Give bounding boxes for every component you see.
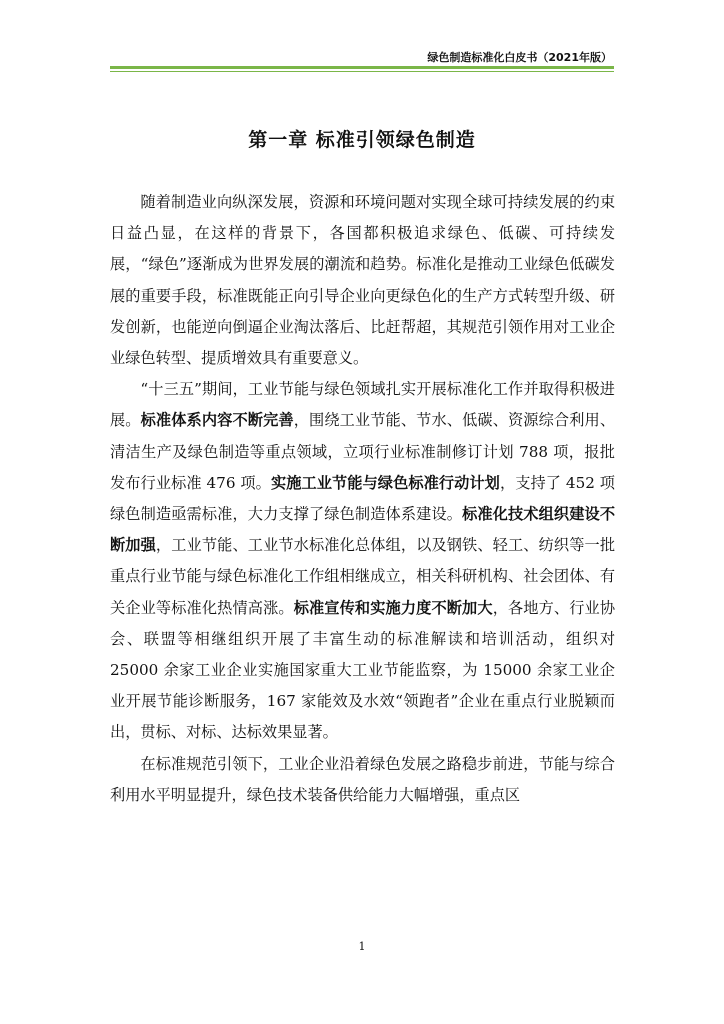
- chapter-title: 第一章 标准引领绿色制造: [248, 129, 476, 151]
- paragraph-2-bold-1: 标准体系内容不断完善: [140, 411, 294, 430]
- paragraph-2: [110, 374, 615, 748]
- body-text: [110, 187, 615, 811]
- paragraph-2-text-5: ，各地方、行业协会、联盟等相继组织开展了丰富生动的标准解读和培训活动，组织对 25000 余家工业企业实施国家重大工业节能监察，为 15000 余家工业企业开展节能诊断服务，167 家能效及水效“领跑者”企业在重点行业脱颖而出，贯标、对标、达标效果显著。: [110, 598, 616, 742]
- paragraph-2-bold-2: 实施工业节能与绿色标准行动计划: [270, 473, 500, 492]
- paragraph-3: 在标准规范引领下，工业企业沿着绿色发展之路稳步前进，节能与综合利用水平明显提升，绿色技术装备供给能力大幅增强，重点区: [110, 754, 615, 804]
- header-title: 绿色制造标准化白皮书（2021年版）: [427, 51, 612, 64]
- paragraph-1: 随着制造业向纵深发展，资源和环境问题对实现全球可持续发展的约束日益凸显，在这样的背景下，各国都积极追求绿色、低碳、可持续发展，“绿色”逐渐成为世界发展的潮流和趋势。标准化是推动工业绿色低碳发展的重要手段，标准既能正向引导企业向更绿色化的生产方式转型升级、研发创新，也能逆向倒逼企业淘汰落后、比赶帮超，其规范引领作用对工业企业绿色转型、提质增效具有重要意义。: [110, 193, 615, 368]
- paragraph-2-text-2: ，围绕工业节能、节水、低碳、资源综合利用、清洁生产及绿色制造等重点领域，立项行业标准制修订计划 788 项，报批发布行业标准 476 项。: [110, 411, 616, 492]
- header-rule-thin: [110, 71, 614, 72]
- header-rule-thick: [110, 66, 614, 69]
- paragraph-2-bold-4: 标准宣传和实施力度不断加大: [293, 598, 493, 617]
- paragraph-2-bold-3: 标准化技术组织建设不断加强: [110, 505, 616, 555]
- paragraph-2-text-4: ，工业节能、工业节水标准化总体组，以及钢铁、轻工、纺织等一批重点行业节能与绿色标准化工作组相继成立，相关科研机构、社会团体、有关企业等标准化热情高涨。: [110, 536, 616, 617]
- page-number: 1: [358, 940, 366, 953]
- page-header: [0, 0, 724, 72]
- paragraph-2-text-1: “十三五”期间，工业节能与绿色领域扎实开展标准化工作并取得积极进展。: [110, 380, 615, 430]
- paragraph-2-text-3: ，支持了 452 项绿色制造亟需标准，大力支撑了绿色制造体系建设。: [110, 473, 615, 524]
